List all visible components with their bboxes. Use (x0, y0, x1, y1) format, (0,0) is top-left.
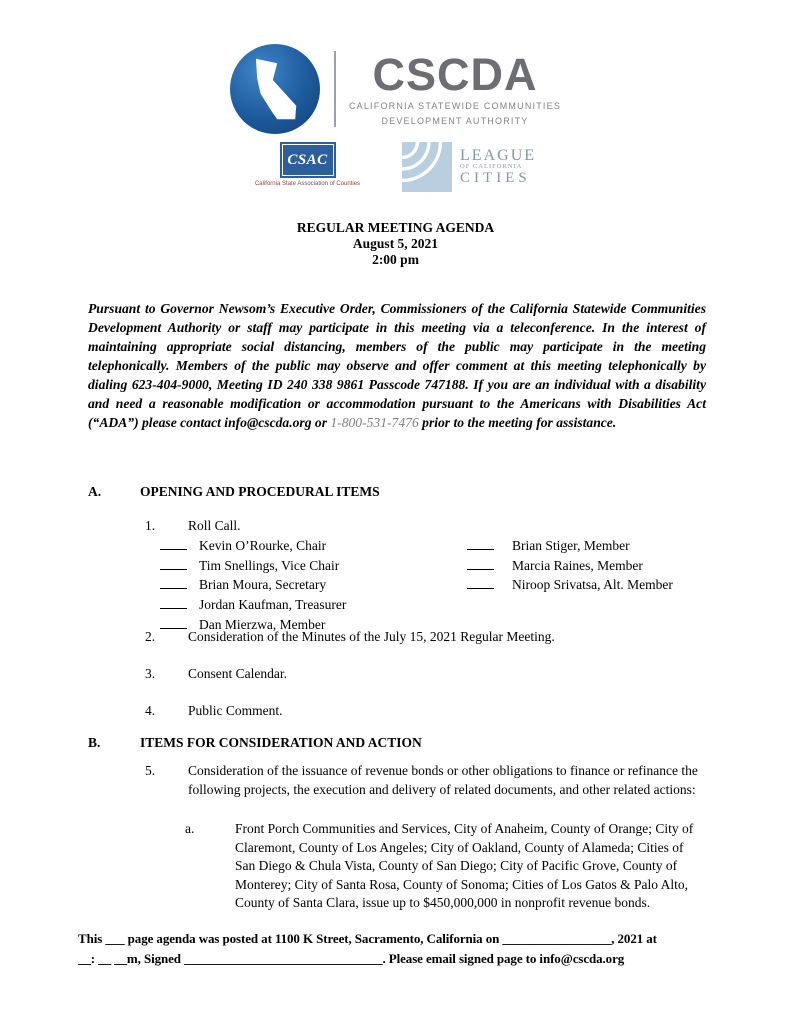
item-4-text: Public Comment. (188, 703, 283, 718)
section-b-title: ITEMS FOR CONSIDERATION AND ACTION (140, 735, 422, 750)
meeting-title: REGULAR MEETING AGENDA (296, 220, 495, 235)
roll-call-blank-line (467, 556, 494, 570)
csac-acronym: CSAC (287, 151, 328, 168)
roll-call-name: Marcia Raines, Member (512, 557, 643, 573)
roll-call-name: Kevin O’Rourke, Chair (199, 538, 327, 553)
roll-call-row (160, 536, 467, 556)
item-5-number: 5. (145, 763, 156, 778)
california-state-shape-icon (247, 55, 303, 123)
roll-call-name: Brian Moura, Secretary (199, 577, 327, 593)
agenda-item-5 (145, 762, 705, 799)
cscda-tagline-line1: CALIFORNIA STATEWIDE COMMUNITIES (348, 100, 562, 111)
roll-call-blank-line (160, 595, 187, 609)
league-logo-text (460, 148, 536, 186)
roll-call-row (160, 595, 467, 615)
agenda-item-2 (145, 628, 705, 647)
section-a-heading (88, 484, 380, 500)
roll-call-column-2 (467, 536, 673, 635)
posting-statement-line1: This ___ page agenda was posted at 1100 K Street, Sacramento, California on _________________, 2021 at (78, 931, 657, 946)
league-swoosh-icon (402, 142, 452, 192)
league-word-of-california: OF CALIFORNIA (460, 163, 523, 170)
posting-statement-line2: __: __ __m, Signed _______________________________. Please email signed page to info@cscda.org (78, 950, 625, 966)
csac-logo-box-icon (280, 142, 336, 178)
section-b-heading (88, 735, 422, 751)
item-1-number: 1. (145, 518, 156, 533)
roll-call-name: Niroop Srivatsa, Alt. Member (512, 577, 673, 593)
roll-call-blank-line (160, 615, 187, 629)
roll-call-name: Jordan Kaufman, Treasurer (199, 597, 347, 613)
item-4-number: 4. (145, 703, 156, 718)
meeting-time: 2:00 pm (372, 252, 419, 267)
cscda-acronym: CSCDA (372, 48, 538, 100)
league-word-cities: CITIES (460, 170, 531, 186)
roll-call-list (160, 536, 673, 635)
cscda-tagline-line2: DEVELOPMENT AUTHORITY (381, 115, 529, 126)
agenda-item-3 (145, 665, 705, 684)
roll-call-column-1 (160, 536, 467, 635)
item-2-number: 2. (145, 629, 156, 644)
item-3-number: 3. (145, 666, 156, 681)
roll-call-row (160, 556, 467, 576)
section-a-title: OPENING AND PROCEDURAL ITEMS (140, 484, 380, 499)
partner-logos-row (0, 142, 791, 192)
agenda-item-1 (145, 517, 705, 536)
item-5-text: Consideration of the issuance of revenue bonds or other obligations to finance or refinance the following projects, the execution and delivery of related documents, and other related actions: (188, 763, 698, 797)
section-b-letter: B. (88, 735, 101, 750)
roll-call-name: Brian Stiger, Member (512, 538, 630, 553)
agenda-item-5a (185, 820, 695, 913)
csac-caption: California State Association of Counties (254, 181, 361, 187)
item-2-text: Consideration of the Minutes of the July 15, 2021 Regular Meeting. (188, 629, 555, 644)
cscda-logo-text (348, 48, 562, 127)
league-word-league: LEAGUE (460, 147, 537, 164)
posting-statement (78, 929, 738, 968)
roll-call-row (467, 536, 673, 556)
item-3-text: Consent Calendar. (188, 666, 287, 681)
item-5a-letter: a. (185, 821, 195, 836)
logo-divider (334, 51, 336, 127)
roll-call-blank-line (160, 536, 187, 550)
notice-text-after-phone: prior to the meeting for assistance. (418, 415, 617, 430)
roll-call-row (160, 575, 467, 595)
roll-call-blank-line (467, 536, 494, 550)
roll-call-row (467, 556, 673, 576)
roll-call-blank-line (160, 575, 187, 589)
notice-text-before-phone: Pursuant to Governor Newsom’s Executive Order, Commissioners of the California Statewide Communities Development Authority or staff may participate in this meeting via a teleconference. In the interest of maintaining appropriate social distancing, members of the public may participate in the meeting telephonically. Members of the public may observe and offer comment at this meeting telephonically by dialing 623-404-9000, Meeting ID 240 338 9861 Passcode 747188. If you are an individual with a disability and need a reasonable modification or accommodation pursuant to the Americans with Disabilities Act (“ADA”) please contact info@cscda.org or (88, 301, 706, 430)
roll-call-row (467, 575, 673, 595)
agenda-item-4 (145, 702, 705, 721)
title-block (0, 220, 791, 268)
league-of-california-cities-logo (402, 142, 536, 192)
section-a-letter: A. (88, 484, 102, 499)
csac-logo (255, 142, 360, 187)
cscda-logo (0, 44, 791, 134)
item-5a-text: Front Porch Communities and Services, City of Anaheim, County of Orange; City of Claremont, County of Los Angeles; City of Oakland, County of Alameda; Cities of San Diego & Chula Vista, County of San Diego; City of Pacific Grove, County of Monterey; City of Santa Rosa, County of Sonoma; Cities of Los Gatos & Palo Alto, County of Santa Clara, issue up to $450,000,000 in nonprofit revenue bonds. (235, 821, 694, 910)
roll-call-blank-line (467, 575, 494, 589)
ada-phone-link[interactable]: 1-800-531-7476 (330, 415, 419, 430)
roll-call-name: Tim Snellings, Vice Chair (199, 557, 340, 573)
teleconference-notice-paragraph (88, 299, 706, 432)
roll-call-blank-line (160, 556, 187, 570)
meeting-date: August 5, 2021 (352, 236, 439, 251)
california-globe-icon (230, 44, 320, 134)
roll-call-name: Dan Mierzwa, Member (199, 616, 326, 632)
item-1-text: Roll Call. (188, 518, 241, 533)
